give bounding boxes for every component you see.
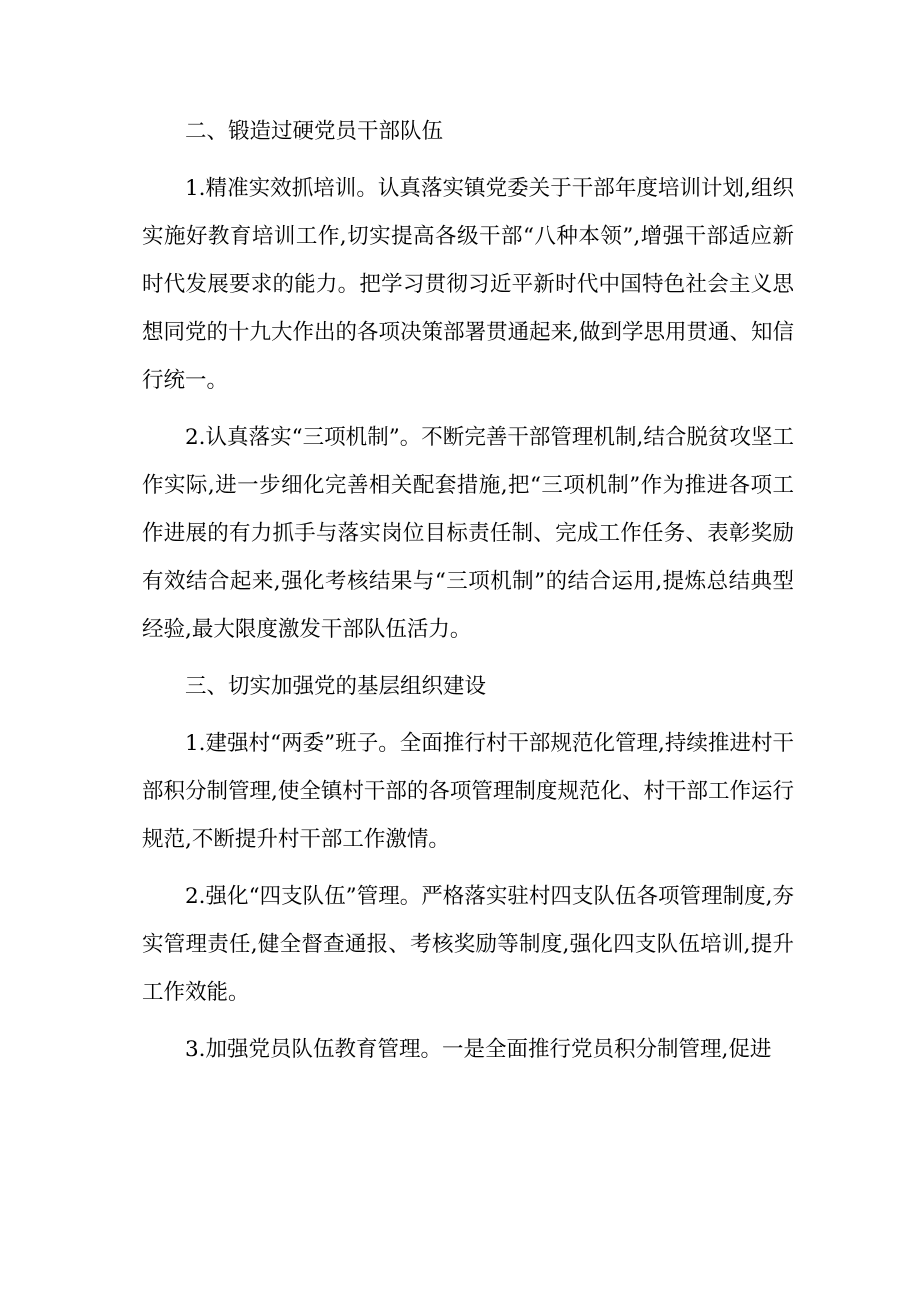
- paragraph-training: 1.精准实效抓培训。认真落实镇党委关于干部年度培训计划,组织实施好教育培训工作,切实提高各级干部“八种本领”,增强干部适应新时代发展要求的能力。把学习贯彻习近平新时代中国特色社会主义思想同党的十九大作出的各项决策部署贯通起来,做到学思用贯通、知信行统一。: [142, 176, 794, 393]
- section-heading-2: 二、锻造过硬党员干部队伍: [185, 119, 444, 144]
- paragraph-four-teams: 2.强化“四支队伍”管理。严格落实驻村四支队伍各项管理制度,夯实管理责任,健全督查通报、考核奖励等制度,强化四支队伍培训,提升工作效能。: [142, 884, 794, 1005]
- section-heading-3: 三、切实加强党的基层组织建设: [185, 674, 487, 699]
- paragraph-three-mechanisms: 2.认真落实“三项机制”。不断完善干部管理机制,结合脱贫攻坚工作实际,进一步细化完善相关配套措施,把“三项机制”作为推进各项工作进展的有力抓手与落实岗位目标责任制、完成工作任务、表彰奖励有效结合起来,强化考核结果与“三项机制”的结合运用,提炼总结典型经验,最大限度激发干部队伍活力。: [142, 425, 794, 642]
- document-body: [142, 108, 794, 1083]
- paragraph-party-members: 3.加强党员队伍教育管理。一是全面推行党员积分制管理,促进: [185, 1037, 772, 1062]
- paragraph-village-committees: 1.建强村“两委”班子。全面推行村干部规范化管理,持续推进村干部积分制管理,使全镇村干部的各项管理制度规范化、村干部工作运行规范,不断提升村干部工作激情。: [142, 731, 794, 852]
